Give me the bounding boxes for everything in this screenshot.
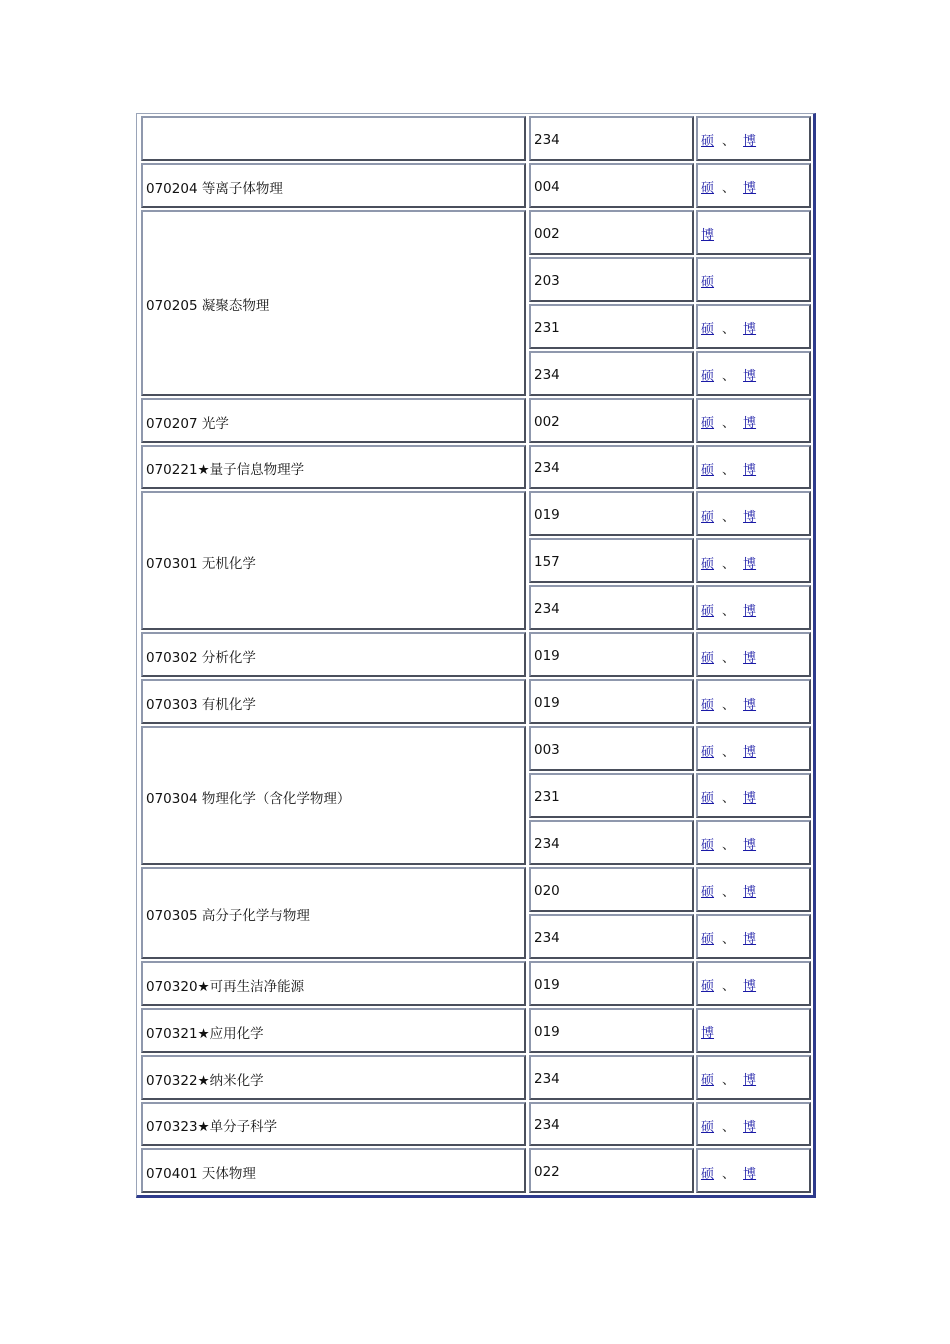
major-cell xyxy=(141,491,526,630)
major-name: 070302 分析化学 xyxy=(146,650,256,667)
major-cell xyxy=(141,679,526,724)
major-cell xyxy=(141,1148,526,1193)
unit-code: 203 xyxy=(534,272,560,289)
doctoral-degree-link[interactable]: 博 xyxy=(743,369,757,385)
degree-cell xyxy=(696,304,811,349)
major-name: 070301 无机化学 xyxy=(146,556,256,573)
master-degree-link[interactable]: 硕 xyxy=(701,369,715,385)
degree-separator: 、 xyxy=(722,1119,736,1135)
master-degree-link[interactable]: 硕 xyxy=(701,181,715,197)
unit-code: 019 xyxy=(534,648,560,665)
major-name: 070221★量子信息物理学 xyxy=(146,462,305,479)
degree-separator: 、 xyxy=(722,369,736,385)
degree-cell xyxy=(696,1008,811,1053)
master-degree-link[interactable]: 硕 xyxy=(701,322,715,338)
code-cell xyxy=(529,773,694,818)
degree-separator: 、 xyxy=(722,509,736,525)
degree-separator: 、 xyxy=(722,697,736,713)
degree-cell xyxy=(696,210,811,255)
major-name: 070303 有机化学 xyxy=(146,697,256,714)
code-cell xyxy=(529,679,694,724)
master-degree-link[interactable]: 硕 xyxy=(701,791,715,807)
master-degree-link[interactable]: 硕 xyxy=(701,603,715,619)
degree-cell xyxy=(696,116,811,161)
degree-cell xyxy=(696,491,811,536)
unit-code: 002 xyxy=(534,413,560,430)
master-degree-link[interactable]: 硕 xyxy=(701,1073,715,1089)
unit-code: 231 xyxy=(534,319,560,336)
code-cell xyxy=(529,726,694,771)
doctoral-degree-link[interactable]: 博 xyxy=(743,979,757,995)
degree-cell xyxy=(696,163,811,208)
doctoral-degree-link[interactable]: 博 xyxy=(743,697,757,713)
major-cell xyxy=(141,116,526,161)
doctoral-degree-link[interactable]: 博 xyxy=(743,838,757,854)
doctoral-degree-link[interactable]: 博 xyxy=(743,556,757,572)
degree-separator: 、 xyxy=(722,744,736,760)
major-cell xyxy=(141,1055,526,1100)
code-cell xyxy=(529,820,694,865)
degree-separator: 、 xyxy=(722,322,736,338)
major-name: 070323★单分子科学 xyxy=(146,1119,278,1136)
unit-code: 019 xyxy=(534,507,560,524)
degree-cell xyxy=(696,585,811,630)
code-cell xyxy=(529,585,694,630)
doctoral-degree-link[interactable]: 博 xyxy=(701,228,715,244)
doctoral-degree-link[interactable]: 博 xyxy=(743,134,757,150)
major-cell xyxy=(141,632,526,677)
master-degree-link[interactable]: 硕 xyxy=(701,556,715,572)
master-degree-link[interactable]: 硕 xyxy=(701,462,715,478)
unit-code: 157 xyxy=(534,554,560,571)
doctoral-degree-link[interactable]: 博 xyxy=(743,462,757,478)
code-cell xyxy=(529,116,694,161)
doctoral-degree-link[interactable]: 博 xyxy=(743,932,757,948)
degree-cell xyxy=(696,1148,811,1193)
doctoral-degree-link[interactable]: 博 xyxy=(743,1166,757,1182)
code-cell xyxy=(529,632,694,677)
master-degree-link[interactable]: 硕 xyxy=(701,650,715,666)
major-name: 070401 天体物理 xyxy=(146,1166,256,1183)
major-name: 070205 凝聚态物理 xyxy=(146,298,270,315)
unit-code: 020 xyxy=(534,882,560,899)
unit-code: 234 xyxy=(534,601,560,618)
degree-cell xyxy=(696,257,811,302)
major-cell xyxy=(141,867,526,959)
degree-cell xyxy=(696,445,811,490)
major-cell xyxy=(141,163,526,208)
degree-cell xyxy=(696,632,811,677)
degree-separator: 、 xyxy=(722,979,736,995)
code-cell xyxy=(529,961,694,1006)
major-name: 070320★可再生洁净能源 xyxy=(146,978,305,995)
doctoral-degree-link[interactable]: 博 xyxy=(743,181,757,197)
code-cell xyxy=(529,257,694,302)
doctoral-degree-link[interactable]: 博 xyxy=(701,1026,715,1042)
unit-code: 019 xyxy=(534,976,560,993)
degree-separator: 、 xyxy=(722,1073,736,1089)
degree-separator: 、 xyxy=(722,181,736,197)
unit-code: 003 xyxy=(534,742,560,759)
degree-cell xyxy=(696,679,811,724)
doctoral-degree-link[interactable]: 博 xyxy=(743,885,757,901)
degree-separator: 、 xyxy=(722,1166,736,1182)
unit-code: 002 xyxy=(534,225,560,242)
degree-cell xyxy=(696,867,811,912)
code-cell xyxy=(529,163,694,208)
unit-code: 234 xyxy=(534,1117,560,1134)
program-table xyxy=(136,113,816,1198)
degree-cell xyxy=(696,726,811,771)
code-cell xyxy=(529,538,694,583)
degree-separator: 、 xyxy=(722,416,736,432)
degree-cell xyxy=(696,773,811,818)
master-degree-link[interactable]: 硕 xyxy=(701,509,715,525)
degree-separator: 、 xyxy=(722,932,736,948)
code-cell xyxy=(529,1148,694,1193)
code-cell xyxy=(529,398,694,443)
master-degree-link[interactable]: 硕 xyxy=(701,134,715,150)
unit-code: 234 xyxy=(534,929,560,946)
code-cell xyxy=(529,210,694,255)
master-degree-link[interactable]: 硕 xyxy=(701,932,715,948)
degree-cell xyxy=(696,398,811,443)
major-cell xyxy=(141,1008,526,1053)
major-cell xyxy=(141,210,526,396)
unit-code: 234 xyxy=(534,460,560,477)
degree-separator: 、 xyxy=(722,885,736,901)
doctoral-degree-link[interactable]: 博 xyxy=(743,1119,757,1135)
degree-separator: 、 xyxy=(722,650,736,666)
doctoral-degree-link[interactable]: 博 xyxy=(743,322,757,338)
degree-separator: 、 xyxy=(722,462,736,478)
code-cell xyxy=(529,491,694,536)
unit-code: 019 xyxy=(534,695,560,712)
doctoral-degree-link[interactable]: 博 xyxy=(743,1073,757,1089)
degree-separator: 、 xyxy=(722,603,736,619)
doctoral-degree-link[interactable]: 博 xyxy=(743,416,757,432)
doctoral-degree-link[interactable]: 博 xyxy=(743,791,757,807)
unit-code: 231 xyxy=(534,788,560,805)
master-degree-link[interactable]: 硕 xyxy=(701,275,715,291)
code-cell xyxy=(529,445,694,490)
major-cell xyxy=(141,445,526,490)
master-degree-link[interactable]: 硕 xyxy=(701,416,715,432)
doctoral-degree-link[interactable]: 博 xyxy=(743,509,757,525)
major-name: 070204 等离子体物理 xyxy=(146,180,283,197)
degree-separator: 、 xyxy=(722,838,736,854)
unit-code: 234 xyxy=(534,131,560,148)
code-cell xyxy=(529,1008,694,1053)
master-degree-link[interactable]: 硕 xyxy=(701,1119,715,1135)
doctoral-degree-link[interactable]: 博 xyxy=(743,650,757,666)
degree-cell xyxy=(696,961,811,1006)
doctoral-degree-link[interactable]: 博 xyxy=(743,744,757,760)
degree-cell xyxy=(696,820,811,865)
major-name: 070321★应用化学 xyxy=(146,1025,264,1042)
master-degree-link[interactable]: 硕 xyxy=(701,885,715,901)
degree-cell xyxy=(696,1102,811,1147)
code-cell xyxy=(529,914,694,959)
degree-cell xyxy=(696,914,811,959)
code-cell xyxy=(529,867,694,912)
code-cell xyxy=(529,351,694,396)
code-cell xyxy=(529,1055,694,1100)
degree-separator: 、 xyxy=(722,556,736,572)
major-name: 070322★纳米化学 xyxy=(146,1072,264,1089)
unit-code: 234 xyxy=(534,835,560,852)
unit-code: 022 xyxy=(534,1164,560,1181)
code-cell xyxy=(529,304,694,349)
unit-code: 004 xyxy=(534,178,560,195)
degree-cell xyxy=(696,538,811,583)
unit-code: 234 xyxy=(534,366,560,383)
master-degree-link[interactable]: 硕 xyxy=(701,838,715,854)
major-cell xyxy=(141,398,526,443)
major-name: 070304 物理化学（含化学物理） xyxy=(146,790,351,807)
master-degree-link[interactable]: 硕 xyxy=(701,697,715,713)
major-name: 070207 光学 xyxy=(146,415,229,432)
degree-cell xyxy=(696,1055,811,1100)
master-degree-link[interactable]: 硕 xyxy=(701,979,715,995)
master-degree-link[interactable]: 硕 xyxy=(701,1166,715,1182)
degree-separator: 、 xyxy=(722,134,736,150)
major-cell xyxy=(141,726,526,865)
major-cell xyxy=(141,961,526,1006)
doctoral-degree-link[interactable]: 博 xyxy=(743,603,757,619)
code-cell xyxy=(529,1102,694,1147)
unit-code: 234 xyxy=(534,1070,560,1087)
degree-cell xyxy=(696,351,811,396)
major-name: 070305 高分子化学与物理 xyxy=(146,908,310,925)
major-cell xyxy=(141,1102,526,1147)
degree-separator: 、 xyxy=(722,791,736,807)
master-degree-link[interactable]: 硕 xyxy=(701,744,715,760)
unit-code: 019 xyxy=(534,1023,560,1040)
